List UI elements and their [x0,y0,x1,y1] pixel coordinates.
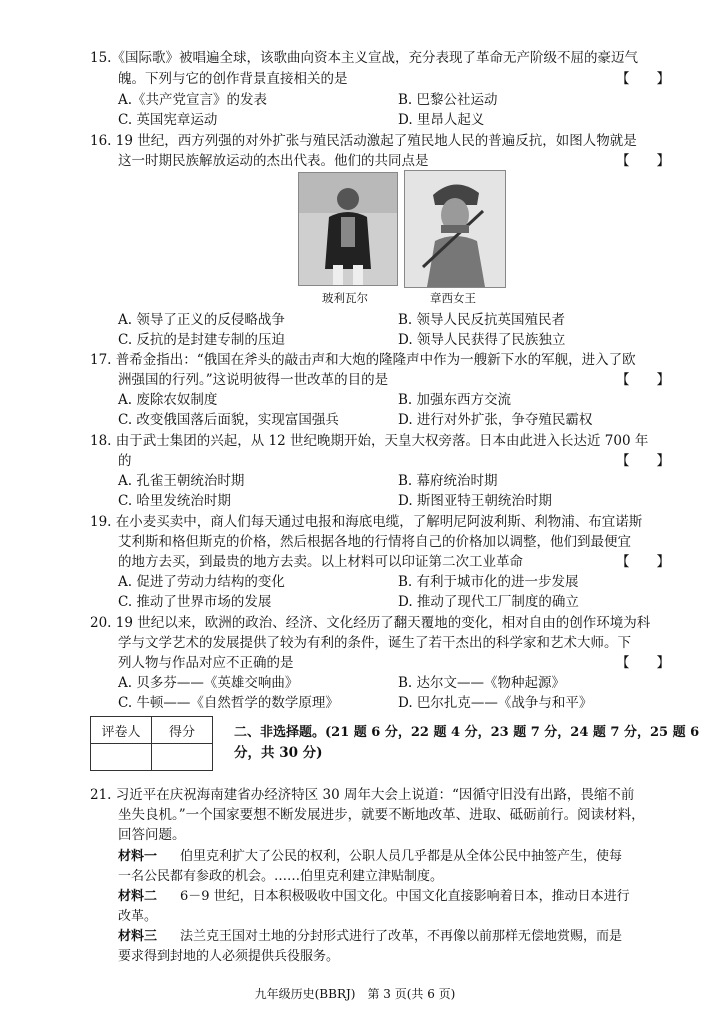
score-cell[interactable] [152,744,213,771]
page-footer: 九年级历史(BBRJ) 第 3 页(共 6 页) [254,987,456,1001]
q20-answer-bracket[interactable]: 【 】 [616,655,670,671]
q16-option-b: B. 领导人民反抗英国殖民者 [398,312,566,328]
q18-stem-line1: 18. 由于武士集团的兴起，从 12 世纪晚期开始，天皇大权旁落。日本由此进入长达近 700 年 [90,433,649,449]
section2-heading-line2: 分，共 30 分) [234,745,323,761]
bolivar-portrait [298,172,398,286]
material3-line1: 法兰克王国对土地的分封形式进行了改革，不再像以前那样无偿地赏赐，而是 [180,929,623,944]
q18-option-b: B. 幕府统治时期 [398,473,498,489]
rani-portrait [404,170,506,288]
grader-header: 评卷人 [91,717,152,744]
q17-answer-bracket[interactable]: 【 】 [616,372,670,388]
q19-option-c: C. 推动了世界市场的发展 [118,594,272,610]
q18-answer-bracket[interactable]: 【 】 [616,453,670,469]
material3-line2: 要求得到封地的人必须提供兵役服务。 [118,949,340,964]
material1-line1: 伯里克利扩大了公民的权利，公职人员几乎都是从全体公民中抽签产生，使每 [180,849,623,864]
rani-portrait-image [405,171,505,287]
section2-heading-line1: 二、非选择题。(21 题 6 分，22 题 4 分，23 题 7 分，24 题 7 分，25 题 6 [234,725,700,740]
bolivar-caption: 玻利瓦尔 [322,291,368,305]
q20-stem-line1: 20. 19 世纪以来，欧洲的政治、经济、文化经历了翻天覆地的变化，相对自由的创作环境为科 [90,615,651,631]
q19-stem-line1: 19. 在小麦买卖中，商人们每天通过电报和海底电缆，了解明尼阿波利斯、利物浦、布宜诺斯 [90,514,643,530]
q19-answer-bracket[interactable]: 【 】 [616,554,670,570]
q20-option-c: C. 牛顿——《自然哲学的数学原理》 [118,695,339,711]
q16-option-d: D. 领导人民获得了民族独立 [398,332,566,348]
q16-stem-line1: 16. 19 世纪，西方列强的对外扩张与殖民活动激起了殖民地人民的普遍反抗，如图人物就是 [90,133,637,149]
q21-stem-line1: 21. 习近平在庆祝海南建省办经济特区 30 周年大会上说道：“因循守旧没有出路，畏缩不前 [90,787,635,803]
q17-stem-line1: 17. 普希金指出：“俄国在斧头的敲击声和大炮的隆隆声中作为一艘新下水的军舰，进入了欧 [90,352,636,368]
q15-option-a: A.《共产党宣言》的发表 [118,92,268,108]
q19-stem-line2: 艾利斯和格但斯克的价格，然后根据各地的行情将自己的价格加以调整，他们到最便宜 [118,534,631,550]
q17-option-b: B. 加强东西方交流 [398,392,512,408]
q21-stem-line3: 回答问题。 [118,827,186,843]
q17-stem-line2: 洲强国的行列。”这说明彼得一世改革的目的是 [118,372,389,388]
q15-option-d: D. 里昂人起义 [398,112,485,128]
q20-stem-line2: 学与文学艺术的发展提供了较为有利的条件，诞生了若干杰出的科学家和艺术大师。下 [118,635,631,651]
grader-cell[interactable] [91,744,152,771]
q16-stem-line2: 这一时期民族解放运动的杰出代表。他们的共同点是 [118,153,429,169]
q17-option-c: C. 改变俄国落后面貌，实现富国强兵 [118,412,339,428]
q19-option-a: A. 促进了劳动力结构的变化 [118,574,285,590]
q19-option-d: D. 推动了现代工厂制度的确立 [398,594,579,610]
q19-stem-line3: 的地方去买，到最贵的地方去卖。以上材料可以印证第二次工业革命 [118,554,523,570]
q20-option-d: D. 巴尔扎克——《战争与和平》 [398,695,593,711]
q18-option-c: C. 哈里发统治时期 [118,493,231,509]
q15-option-b: B. 巴黎公社运动 [398,92,498,108]
q16-answer-bracket[interactable]: 【 】 [616,153,670,169]
q16-option-a: A. 领导了正义的反侵略战争 [118,312,285,328]
q20-option-a: A. 贝多芬——《英雄交响曲》 [118,675,299,691]
q18-stem-line2: 的 [118,453,132,469]
material1-line2: 一名公民都有参政的机会。……伯里克利建立津贴制度。 [118,869,444,884]
rani-caption: 章西女王 [430,291,476,305]
q15-option-c: C. 英国宪章运动 [118,112,218,128]
q18-option-d: D. 斯图亚特王朝统治时期 [398,493,552,509]
q20-option-b: B. 达尔文——《物种起源》 [398,675,566,691]
q15-answer-bracket[interactable]: 【 】 [616,71,670,87]
q21-stem-line2: 坐失良机。”一个国家要想不断发展进步，就要不断地改革、进取、砥砺前行。阅读材料， [118,807,645,823]
bolivar-portrait-image [299,173,397,285]
material2-label: 材料二 [118,889,158,904]
q17-option-a: A. 废除农奴制度 [118,392,218,408]
q18-option-a: A. 孔雀王朝统治时期 [118,473,245,489]
material3-label: 材料三 [118,929,158,944]
q16-option-c: C. 反抗的是封建专制的压迫 [118,332,285,348]
q15-stem-line2: 魄。下列与它的创作背景直接相关的是 [118,71,348,87]
score-table [90,716,213,771]
q15-stem-line1: 15.《国际歌》被唱遍全球，该歌曲向资本主义宣战，充分表现了革命无产阶级不屈的豪迈气 [90,50,638,66]
q17-option-d: D. 进行对外扩张，争夺殖民霸权 [398,412,593,428]
q19-option-b: B. 有利于城市化的进一步发展 [398,574,579,590]
material2-line2: 改革。 [118,909,158,924]
q20-stem-line3: 列人物与作品对应不正确的是 [118,655,294,671]
material1-label: 材料一 [118,849,158,864]
score-header: 得分 [152,717,213,744]
material2-line1: 6－9 世纪，日本积极吸收中国文化。中国文化直接影响着日本，推动日本进行 [180,889,630,904]
